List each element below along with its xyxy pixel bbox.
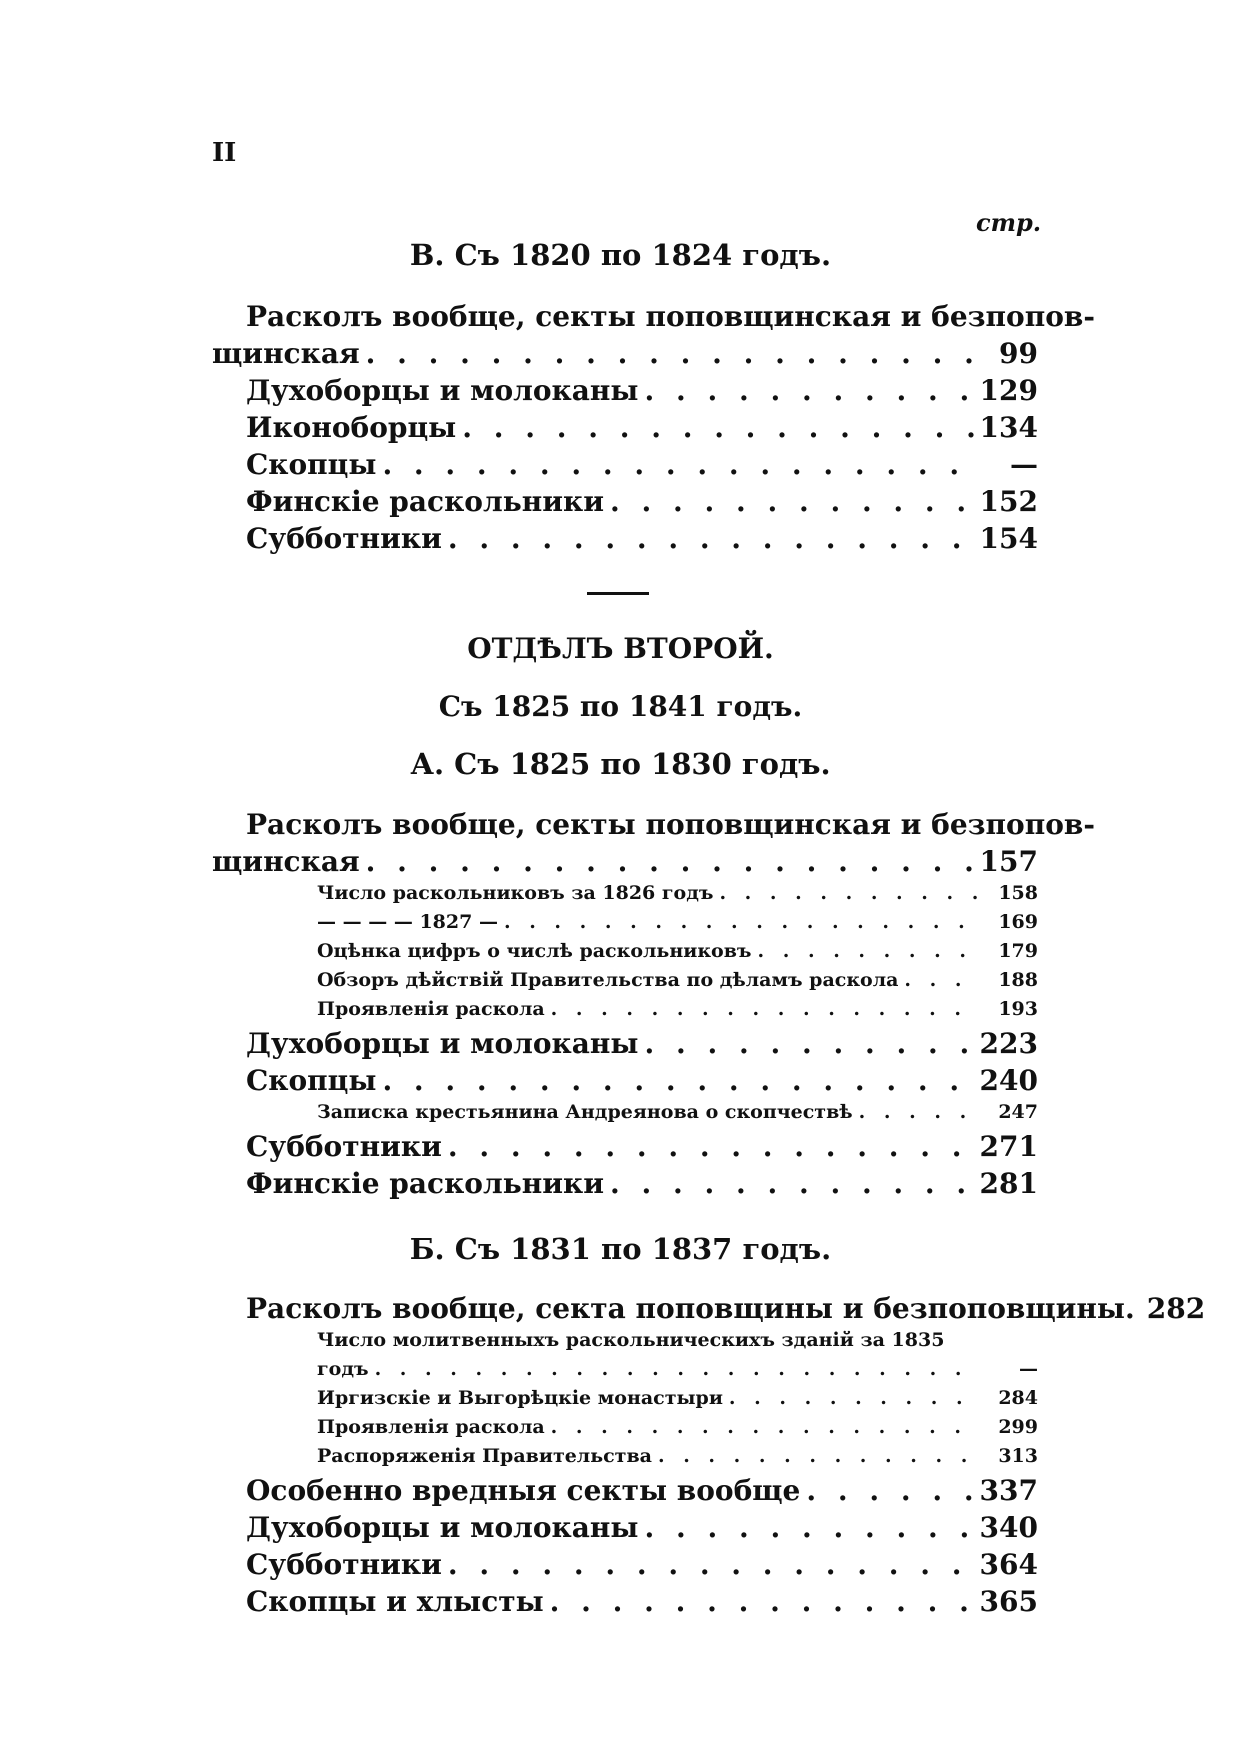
toc-entry (212, 1130, 1038, 1167)
toc-entry (212, 1511, 1038, 1548)
toc-page-number: 340 (979, 1511, 1038, 1544)
toc-page-number: 247 (998, 1101, 1038, 1123)
toc-page-number: 284 (998, 1387, 1038, 1409)
toc-subentry (212, 940, 1038, 969)
toc-entry-label: Финскіе раскольники (246, 485, 604, 518)
leader-dots (448, 1130, 974, 1163)
toc-entry-label: Проявленія раскола (317, 998, 545, 1020)
toc-entry (212, 1548, 1038, 1585)
toc-subentry (212, 1358, 1038, 1387)
leader-dots (551, 998, 980, 1020)
toc-entry-label: Субботники (246, 1548, 442, 1581)
toc-entry (212, 845, 1038, 882)
leader-dots (806, 1474, 973, 1507)
toc-entry (212, 411, 1038, 448)
section-b-toc (212, 1292, 1206, 1622)
toc-entry (212, 337, 1038, 374)
toc-entry-label: щинская (212, 337, 360, 370)
toc-page-number: 282 (1146, 1292, 1206, 1325)
toc-subentry (212, 882, 1038, 911)
toc-page-number: 154 (979, 522, 1038, 555)
toc-entry-label: — — — — 1827 — (317, 911, 498, 933)
section-b-heading: Б. Съ 1831 по 1837 годъ. (409, 1232, 832, 1266)
leader-dots (448, 1548, 974, 1581)
toc-page-number: — (1010, 448, 1038, 481)
section-v-toc (212, 300, 1095, 559)
toc-entry-label: Духоборцы и молоканы (246, 1511, 639, 1544)
leader-dots (448, 522, 974, 555)
toc-entry-line: Расколъ вообще, секты поповщинская и безпопов- (246, 808, 1095, 841)
part-two-period: Съ 1825 по 1841 годъ. (438, 690, 803, 723)
leader-dots (758, 940, 981, 962)
toc-page-number: 129 (979, 374, 1038, 407)
toc-entry (212, 448, 1038, 485)
toc-entry-label: Скопцы (246, 1064, 377, 1097)
leader-dots (904, 969, 980, 991)
toc-entry (212, 1064, 1038, 1101)
page-number: II (212, 138, 237, 168)
toc-entry-label: Духоборцы и молоканы (246, 374, 639, 407)
toc-subentry (212, 911, 1038, 940)
leader-dots (462, 411, 973, 444)
leader-dots (550, 1585, 974, 1618)
toc-entry (212, 374, 1038, 411)
toc-page-number: 99 (999, 337, 1038, 370)
toc-page-number: 157 (979, 845, 1038, 878)
toc-entry-label: Иргизскіе и Выгорѣцкіе монастыри (317, 1387, 723, 1409)
leader-dots (610, 485, 974, 518)
leader-dots (719, 882, 980, 904)
leader-dots (859, 1101, 980, 1123)
section-v-heading: В. Съ 1820 по 1824 годъ. (409, 238, 832, 272)
toc-subentry (212, 969, 1038, 998)
toc-page-number: — (1019, 1358, 1038, 1380)
toc-page-number: 364 (979, 1548, 1038, 1581)
page-column-header: стр. (976, 208, 1042, 237)
section-divider (587, 592, 649, 595)
toc-entry (212, 1027, 1038, 1064)
toc-subentry (212, 1387, 1038, 1416)
toc-subentry-line: Число молитвенныхъ раскольническихъ зданій за 1835 (317, 1329, 945, 1351)
toc-entry (212, 1167, 1038, 1204)
toc-entry-label: Скопцы (246, 448, 377, 481)
toc-entry-label: Обзоръ дѣйствій Правительства по дѣламъ раскола (317, 969, 899, 991)
toc-entry-label: Записка крестьянина Андреянова о скопчествѣ (317, 1101, 853, 1123)
toc-entry-label: Субботники (246, 522, 442, 555)
toc-page-number: 299 (998, 1416, 1038, 1438)
leader-dots (375, 1358, 980, 1380)
toc-entry-label: Духоборцы и молоканы (246, 1027, 639, 1060)
toc-page-number: 188 (998, 969, 1038, 991)
toc-page-number: 281 (979, 1167, 1038, 1200)
leader-dots (382, 1064, 973, 1097)
leader-dots (504, 911, 980, 933)
toc-page-number: 134 (979, 411, 1038, 444)
leader-dots (729, 1387, 980, 1409)
toc-subentry (212, 998, 1038, 1027)
toc-entry-label: щинская (212, 845, 360, 878)
toc-page-number: 271 (979, 1130, 1038, 1163)
leader-dots (366, 337, 980, 370)
toc-page-number: 169 (998, 911, 1038, 933)
toc-page-number: 337 (979, 1474, 1038, 1507)
toc-subentry (212, 1416, 1038, 1445)
toc-page-number: 223 (979, 1027, 1038, 1060)
toc-entry (212, 1292, 1206, 1329)
toc-subentry (212, 1445, 1038, 1474)
toc-page-number: 179 (998, 940, 1038, 962)
toc-entry (212, 485, 1038, 522)
toc-entry (212, 1474, 1038, 1511)
toc-page-number: 240 (979, 1064, 1038, 1097)
leader-dots (551, 1416, 980, 1438)
toc-subentry (212, 1101, 1038, 1130)
leader-dots (658, 1445, 980, 1467)
toc-page-number: 152 (979, 485, 1038, 518)
leader-dots (644, 1511, 973, 1544)
toc-page-number: 313 (998, 1445, 1038, 1467)
toc-entry-label: Особенно вредныя секты вообще (246, 1474, 801, 1507)
leader-dots (366, 845, 974, 878)
leader-dots (644, 374, 973, 407)
toc-entry-label: Распоряженія Правительства (317, 1445, 652, 1467)
toc-entry (212, 1585, 1038, 1622)
toc-entry-label: Скопцы и хлысты (246, 1585, 544, 1618)
section-a-toc (212, 808, 1095, 1204)
toc-entry-label: Иконоборцы (246, 411, 457, 444)
toc-entry-label: Финскіе раскольники (246, 1167, 604, 1200)
toc-entry-label: Расколъ вообще, секта поповщины и безпоповщины. (246, 1292, 1135, 1325)
toc-entry-label: Оцѣнка цифръ о числѣ раскольниковъ (317, 940, 752, 962)
toc-page-number: 193 (998, 998, 1038, 1020)
leader-dots (644, 1027, 973, 1060)
toc-page-number: 158 (998, 882, 1038, 904)
section-a-heading: А. Съ 1825 по 1830 годъ. (410, 747, 831, 781)
toc-entry-label: годъ (317, 1358, 369, 1380)
toc-page-number: 365 (979, 1585, 1038, 1618)
toc-entry (212, 522, 1038, 559)
toc-entry-label: Число раскольниковъ за 1826 годъ (317, 882, 714, 904)
leader-dots (610, 1167, 974, 1200)
leader-dots (382, 448, 980, 481)
part-two-heading: ОТДѢЛЪ ВТОРОЙ. (467, 632, 774, 665)
toc-entry-label: Субботники (246, 1130, 442, 1163)
toc-entry-label: Проявленія раскола (317, 1416, 545, 1438)
toc-entry-line: Расколъ вообще, секты поповщинская и безпопов- (246, 300, 1095, 333)
